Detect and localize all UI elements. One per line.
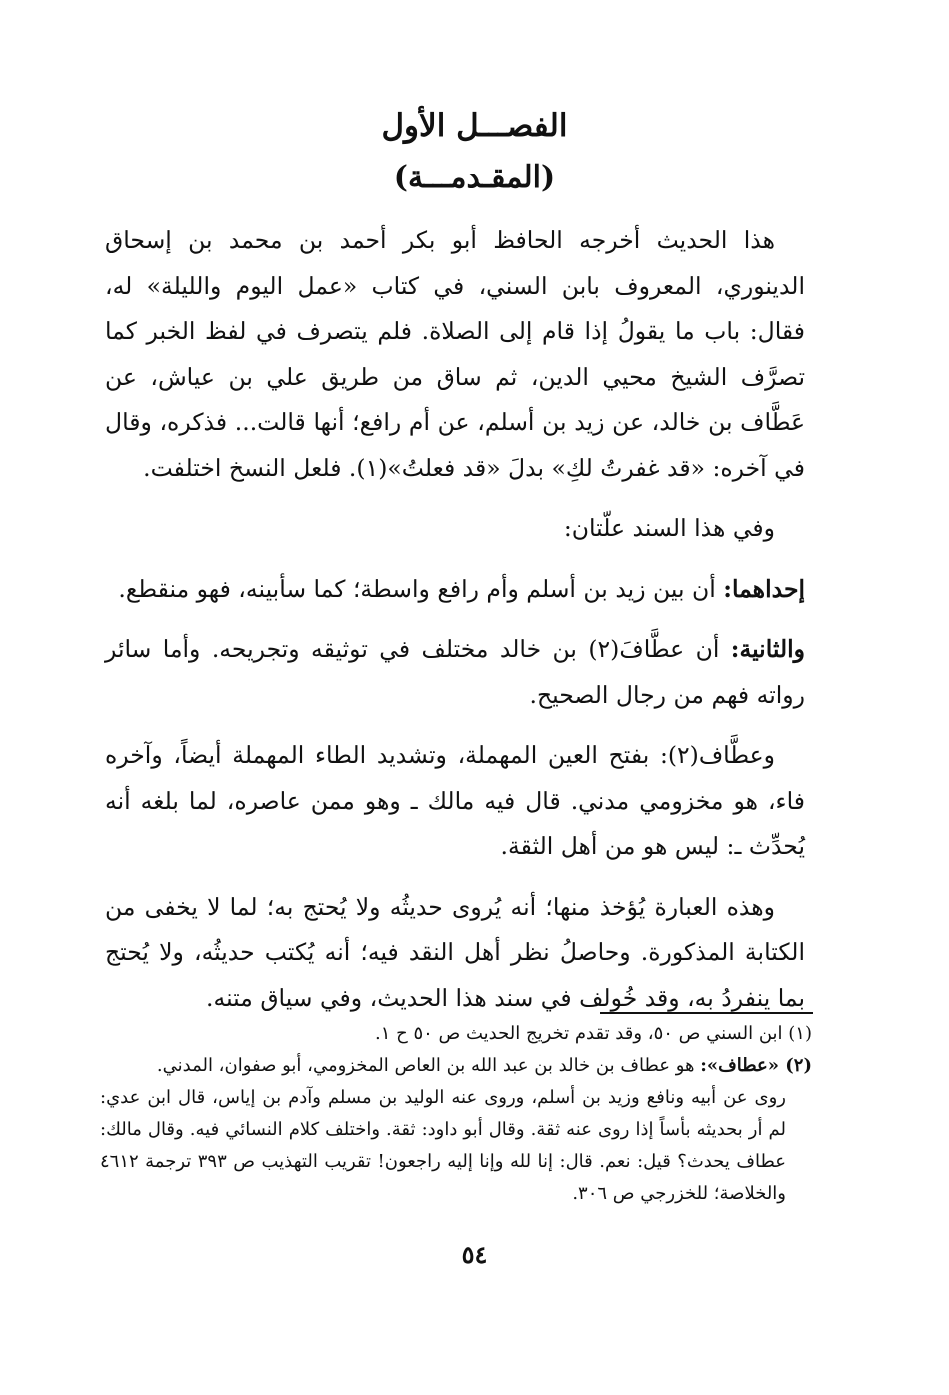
footnote-2: [100, 1050, 812, 1082]
main-text: [105, 218, 805, 1021]
chapter-title: الفصـــل الأول: [381, 108, 568, 144]
paragraph-second-defect: [105, 627, 805, 718]
footnote-2-continuation: روى عن أبيه ونافع وزيد بن أسلم، وروى عنه الوليد بن مسلم وآدم بن إياس، قال ابن عدي: لم أر بحديثه بأساً إذا روى عنه ثقة. وقال أبو داود: ثقة. واختلف كلام النسائي فيه. وقال مالك: عطاف يحدث؟ قيل: نعم. قال: إنا لله وإنا إليه راجعون! تقريب التهذيب ص ٣٩٣ ترجمة ٤٦١٢ والخلاصة؛ للخزرجي ص ٣٠٦.: [100, 1087, 787, 1204]
footnotes: [100, 1018, 812, 1210]
footnote-2-text: هو عطاف بن خالد بن عبد الله بن العاص المخزومي، أبو صفوان، المدني.: [156, 1055, 701, 1076]
second-defect-label: والثانية:: [730, 635, 805, 663]
paragraph-expression: وهذه العبارة يُؤخذ منها؛ أنه يُروى حديثُه ولا يُحتج به؛ لما لا يخفى من الكتابة المذكورة. وحاصلُ نظر أهل النقد فيه؛ أنه يُكتب حديثُه، ولا يُحتج بما ينفردُ به، وقد خُولف في سند هذا الحديث، وفي سياق متنه.: [105, 892, 805, 1012]
paragraph-first-defect: [105, 567, 805, 613]
first-defect-label: إحداهما:: [723, 574, 805, 603]
footnote-1: (١) ابن السني ص ٥٠، وقد تقدم تخريج الحديث ص ٥٠ ح ١.: [374, 1023, 812, 1044]
footnote-divider: [600, 1012, 813, 1014]
paragraph-attaf: وعطَّاف(٢): بفتح العين المهملة، وتشديد الطاء المهملة أيضاً، وآخره فاء، هو مخزومي مدني. قال فيه مالك ـ وهو ممن عاصره، لما بلغه أنه يُحدِّث ـ: ليس هو من أهل الثقة.: [105, 741, 805, 860]
page-number: ٥٤: [461, 1240, 488, 1269]
chapter-subtitle: (المقـدمـــة): [393, 160, 556, 195]
second-defect-text: أن عطَّافَ(٢) بن خالد مختلف في توثيقه وتجريحه. وأما سائر رواته فهم من رجال الصحيح.: [105, 635, 805, 709]
paragraph-intro: هذا الحديث أخرجه الحافظ أبو بكر أحمد بن محمد بن إسحاق الدينوري، المعروف بابن السني، في كتاب «عمل اليوم والليلة» له، فقال: باب ما يقولُ إذا قام إلى الصلاة. فلم يتصرف في لفظ الخبر كما تصرَّف الشيخ محيي الدين، ثم ساق من طريق علي بن عياش، عن عَطَّاف بن خالد، عن زيد بن أسلم، عن أم رافع؛ أنها قالت... فذكره، وقال في آخره: «قد غفرتُ لكِ» بدلَ «قد فعلتُ»(١). فلعل النسخ اختلفت.: [105, 226, 805, 482]
first-defect-text: أن بين زيد بن أسلم وأم رافع واسطة؛ كما سأبينه، فهو منقطع.: [118, 574, 724, 603]
footnote-2-label: (٢) «عطاف»:: [700, 1055, 812, 1076]
paragraph-two-defects: وفي هذا السند علّتان:: [563, 514, 775, 542]
